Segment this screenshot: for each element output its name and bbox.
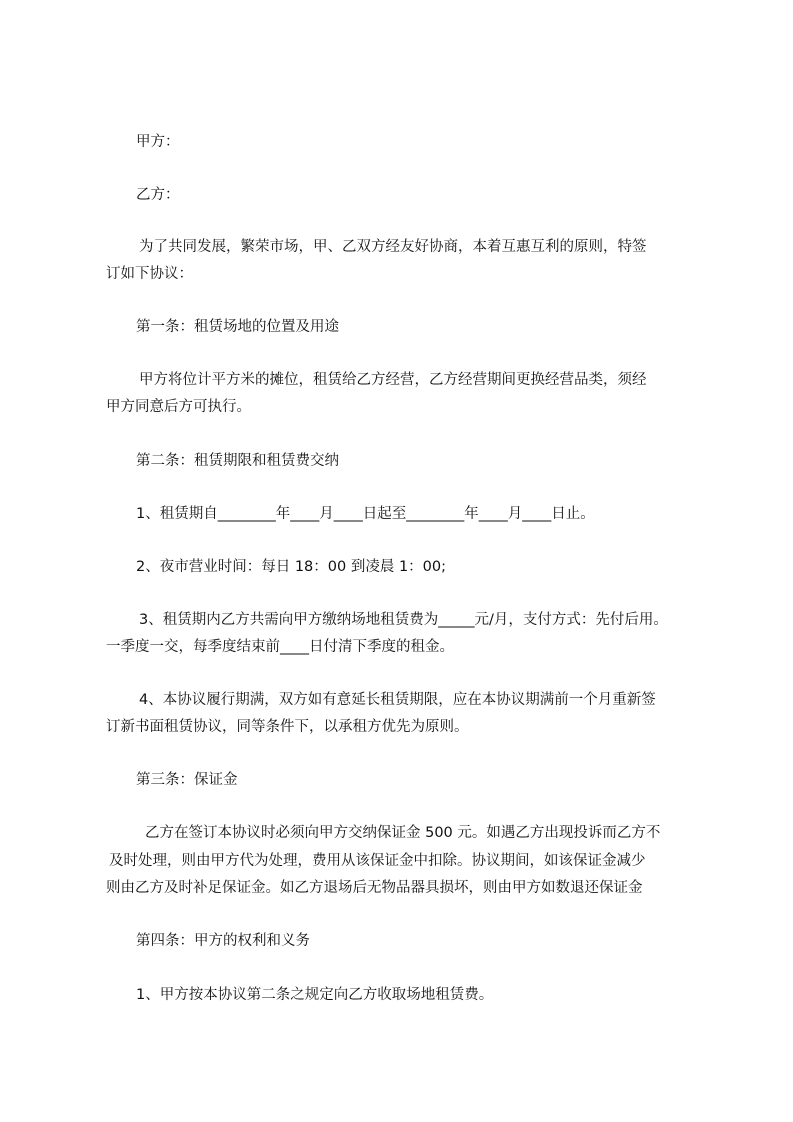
party-b-label: 乙方： bbox=[136, 187, 180, 203]
article-4-heading: 第四条：甲方的权利和义务 bbox=[136, 933, 310, 949]
article-3-line-3: 则由乙方及时补足保证金。如乙方退场后无物品器具损坏，则由甲方如数退还保证金 bbox=[106, 880, 643, 896]
article-3-line-2: 及时处理，则由甲方代为处理，费用从该保证金中扣除。协议期间，如该保证金减少 bbox=[109, 853, 646, 869]
article-2-item-2: 2、夜市营业时间：每日 18：00 到凌晨 1：00; bbox=[136, 559, 447, 575]
article-3-line-1: 乙方在签订本协议时必须向甲方交纳保证金 500 元。如遇乙方出现投诉而乙方不 bbox=[145, 825, 661, 841]
article-2-heading: 第二条：租赁期限和租赁费交纳 bbox=[136, 453, 339, 469]
article-2-item-1: 1、租赁期自________年____月____日起至________年____月____日止。 bbox=[136, 506, 595, 522]
article-1-heading: 第一条：租赁场地的位置及用途 bbox=[136, 319, 339, 335]
article-2-item-4-line-2: 订新书面租赁协议，同等条件下，以承租方优先为原则。 bbox=[106, 719, 469, 735]
party-a-label: 甲方： bbox=[136, 134, 180, 150]
article-2-item-3-line-1: 3、租赁期内乙方共需向甲方缴纳场地租赁费为_____元/月，支付方式：先付后用。 bbox=[139, 612, 668, 628]
preamble-line-2: 订如下协议： bbox=[106, 266, 193, 282]
article-1-line-2: 甲方同意后方可执行。 bbox=[106, 399, 251, 415]
article-3-heading: 第三条：保证金 bbox=[136, 772, 238, 788]
article-1-line-1: 甲方将位计平方米的摊位，租赁给乙方经营，乙方经营期间更换经营品类，须经 bbox=[139, 372, 647, 388]
article-4-item-1: 1、甲方按本协议第二条之规定向乙方收取场地租赁费。 bbox=[136, 987, 494, 1003]
article-2-item-3-line-2: 一季度一交，每季度结束前____日付清下季度的租金。 bbox=[106, 639, 454, 655]
preamble-line-1: 为了共同发展，繁荣市场，甲、乙双方经友好协商，本着互惠互利的原则，特签 bbox=[139, 239, 647, 255]
article-2-item-4-line-1: 4、本协议履行期满，双方如有意延长租赁期限，应在本协议期满前一个月重新签 bbox=[139, 692, 656, 708]
